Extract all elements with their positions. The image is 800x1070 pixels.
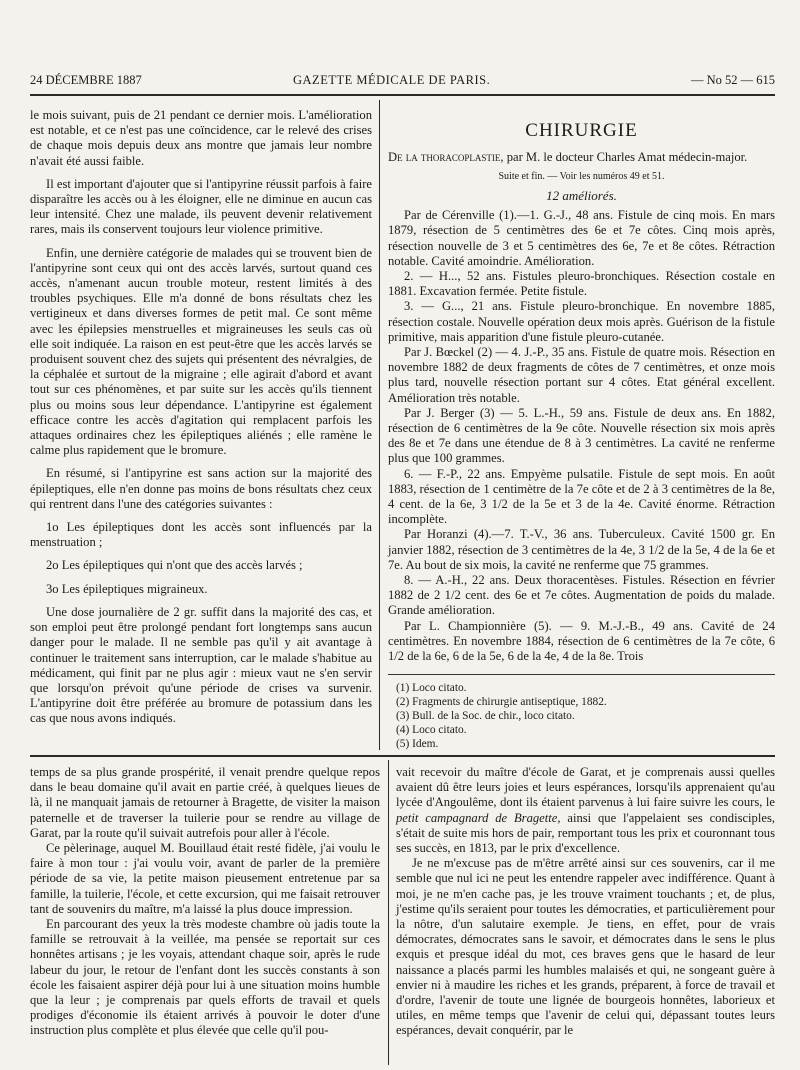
article-title-lead: De la thoracoplastie, xyxy=(388,150,504,164)
list-item: 1o Les épileptiques dont les accès sont influencés par la menstruation ; xyxy=(30,520,372,550)
case-paragraph: Par L. Championnière (5). — 9. M.-J.-B., 49 ans. Cavité de 24 centimètres. En novembre 1884, résection de 6 centimètres de la 7e côte, 6 1/2 de la 6e, 6 de la 5e, 6 de la 4e, 4 de la 8e. Trois xyxy=(388,618,775,664)
paragraph: Je ne m'excuse pas de m'être arrêté ainsi sur ces souvenirs, car il me semble que nul ici ne peut les entendre rappeler avec indifférence. Quant à moi, je ne m'en cache pas, je les trouve vraiment touchants ; et, de plus, j'estime qu'ils seraient pour toutes les démocraties, et particulièrement pour la nôtre, d'un salutaire exemple. Je tiens, en effet, pour de vrais démocrates, démocrates sans le savoir, et démocrates dans le sens le plus exquis et presque idéal du mot, ces braves gens que le hasard de leur naissance a placés parmi les humbles malaisés et qui, ne songeant guère à envier ni à maudire les riches et les grands, préparent, à force de travail et d'ordre, l'avenir de toute une lignée de bourgeois honnêtes, laborieux et utiles, en même temps que l'avenir de celui qui, dépassant toutes leurs espérances, devait conquérir, par le xyxy=(396,856,775,1038)
paragraph xyxy=(396,765,775,856)
footnote: (3) Bull. de la Soc. de chir., loco citato. xyxy=(396,710,575,723)
paragraph: le mois suivant, puis de 21 pendant ce dernier mois. L'amélioration est notable, et ce n'est pas une coïncidence, car le relevé des crises de chaque mois depuis deux ans montre que jamais leur nombre n'avait été aussi faible. xyxy=(30,108,372,168)
case-paragraph: Par J. Bœckel (2) — 4. J.-P., 35 ans. Fistule de quatre mois. Résection en novembre 1882 de deux fragments de côtes de 7 centimètres, et onze mois plus tard, nouvelle résection portant sur 4 côtes. Etat général excellent. Amélioration très notable. xyxy=(388,345,775,405)
bottom-left-column xyxy=(30,765,380,1039)
article-title xyxy=(388,150,775,165)
footnote: (2) Fragments de chirurgie antiseptique, 1882. xyxy=(396,696,607,709)
footnote: (1) Loco citato. xyxy=(396,682,467,695)
section-heading: CHIRURGIE xyxy=(525,120,638,141)
text-run: , ainsi que l'appelaient ses condisciples, s'était de suite mis hors de pair, remportant tous les prix et couronnant tous ses succès, en 1813, par le prix d'excellence. xyxy=(396,810,775,856)
left-column xyxy=(30,108,372,727)
section-rule xyxy=(30,755,775,757)
list-item: 3o Les épileptiques migraineux. xyxy=(46,581,208,596)
page-header xyxy=(30,73,775,93)
case-paragraph: 8. — A.-H., 22 ans. Deux thoracentèses. Fistules. Résection en février 1882 de 2 1/2 cent. des 6e et 7e côtes. Augmentation de poids du malade. Grande amélioration. xyxy=(388,573,775,618)
column-divider xyxy=(379,100,380,750)
paragraph: Il est important d'ajouter que si l'antipyrine réussit parfois à faire disparaître les accès ou à les éloigner, elle ne diminue en aucun cas leur intensité. Chez une malade, ils peuvent devenir relativement rares, mais ils conservent toujours leur violence primitive. xyxy=(30,176,372,237)
subheading: 12 améliorés. xyxy=(546,188,617,204)
paragraph: En parcourant des yeux la très modeste chambre où jadis toute la famille se retrouvait à la veillée, ma pensée se reportait sur ces honnêtes artisans ; je les voyais, attendant chaque soir, après le rude labeur du jour, le retour de l'enfant dont les succès constants à son école les faisaient aspirer déjà pour lui à une situation moins humble que la leur ; je comprenais par quels efforts de travail et quels prodiges d'économie ils étaient arrivés à pouvoir le doter d'une instruction plus complète et plus élevée que celle qu'il pou- xyxy=(30,917,380,1038)
page-number: — No 52 — 615 xyxy=(690,73,775,87)
text-run: vait recevoir du maître d'école de Garat, et je comprenais aussi quelles avaient dû être leurs joies et leurs espérances, lorsqu'ils apprenaient qu'au lycée d'Angoulême, dont ils étaient parvenus à lui faire suivre les cours, le xyxy=(396,765,775,810)
paragraph: Ce pèlerinage, auquel M. Bouillaud était resté fidèle, j'ai voulu le faire à mon tour : j'ai voulu voir, avant de parler de la première période de sa vie, la petite maison pieusement entretenue par sa famille, la tuilerie, l'école, et cette excursion, qui me faisait retrouver tant de souvenirs du maître, m'a laissé la plus douce impression. xyxy=(30,841,380,916)
list-item: 2o Les épileptiques qui n'ont que des accès larvés ; xyxy=(46,558,303,573)
paragraph: temps de sa plus grande prospérité, il venait prendre quelque repos dans le beau domaine qu'il avait en partie créé, à quelques lieues de là, il ne manquait jamais de retourner à Bragette, de visiter la maison paternelle et de traverser la tuilerie pour se rendre au village de Garat, par la route qu'il suivait autrefois pour aller à l'école. xyxy=(30,765,380,840)
case-paragraph: 2. — H..., 52 ans. Fistules pleuro-bronchiques. Résection costale en 1881. Excavation fermée. Petite fistule. xyxy=(388,269,775,299)
paragraph: Enfin, une dernière catégorie de malades qui se trouvent bien de l'antipyrine sont ceux qui ont des accès larvés, surtout quand ces accès, n'amenant aucun trouble moteur, restent limités à des troubles psychiques. Elle m'a donné de bons résultats chez les vertigineux et dans diverses formes de petit mal. Ce sont même avec les épilepsies menstruelles et migraineuses les seuls cas où elle soit indiquée. La raison en est peut-être que les accès larvés se produisent souvent chez des sujets qui présentent des névralgies, de la céphalée et surtout de la migraine ; elle agirait d'abord et avant tout sur ces phénomènes, et par suite sur les accès qu'ils tiennent plus ou moins sous leur dépendance. L'antipyrine est également efficace contre les accès d'agitation qui remplacent parfois les attaques ordinaires chez les épileptiques aliénés ; elle ramène le calme plus rapidement que le bromure. xyxy=(30,245,372,458)
paragraph: Une dose journalière de 2 gr. suffit dans la majorité des cas, et son emploi peut être prolongé pendant fort longtemps sans aucun danger pour le malade. Il ne semble pas qu'il y ait avantage à continuer le traitement sans interruption, car le malade s'habitue au médicament, qui finit par ne plus agir : mieux vaut ne s'en servir que lorsqu'on prévoit qu'une période de crises va survenir. L'antipyrine doit être préférée au bromure de potassium dans les cas que nous avons indiqués. xyxy=(30,604,372,726)
article-title-rest: par M. le docteur Charles Amat médecin-major. xyxy=(503,150,748,164)
column-divider-bottom xyxy=(388,760,389,1065)
header-rule xyxy=(30,94,775,96)
issue-date: 24 DÉCEMBRE 1887 xyxy=(30,73,142,87)
paragraph: En résumé, si l'antipyrine est sans action sur la majorité des épileptiques, elle n'en donne pas moins de bons résultats chez ceux qui rentrent dans l'une des catégories suivantes : xyxy=(30,466,372,511)
bottom-right-column xyxy=(396,765,775,1039)
footnote: (4) Loco citato. xyxy=(396,724,467,737)
case-paragraph: Par de Cérenville (1).—1. G.-J., 48 ans. Fistule de cinq mois. En mars 1879, résection de 5 centimètres des 6e et 7e côtes. Cinq mois après, résection nouvelle de 3 et 5 centimètres des 6e, 7e et 8e côtes. Rétraction notable. Cavité amoindrie. Amélioration. xyxy=(388,208,775,268)
right-column xyxy=(388,120,775,751)
case-paragraph: Par Horanzi (4).—7. T.-V., 36 ans. Tuberculeux. Cavité 1500 gr. En janvier 1882, résection de 3 centimètres de la 4e, 3 1/2 de la 5e, 4 de la 6e et 7e. Au bout de six mois, la cavité ne renferme que 75 grammes. xyxy=(388,527,775,572)
case-paragraph: 6. — F.-P., 22 ans. Empyème pulsatile. Fistule de sept mois. En août 1883, résection de 1 centimètre de la 7e côte et de 2 à 3 centimètres de la 8e, 4 cent. de la 6e, 3 1/2 de la 5e et 3 de la 4e. Cavité énorme. Rétraction incomplète. xyxy=(388,466,775,527)
journal-title: GAZETTE MÉDICALE DE PARIS. xyxy=(293,73,491,87)
case-paragraph: 3. — G..., 21 ans. Fistule pleuro-bronchique. En novembre 1885, résection costale. Nouvelle opération deux mois après. Guérison de la fistule primitive, mais apparition d'une fistule pleuro-cutanée. xyxy=(388,299,775,344)
italic-run: petit campagnard de Bragette xyxy=(396,810,558,825)
case-paragraph: Par J. Berger (3) — 5. L.-H., 59 ans. Fistule de deux ans. En 1882, résection de 6 centimètres de la 9e côte. Nouvelle résection six mois après des 8e et 7e dans une étendue de 8 à 3 centimètres. La cavité ne renferme plus que 100 grammes. xyxy=(388,405,775,466)
article-subtitle: Suite et fin. — Voir les numéros 49 et 51. xyxy=(498,171,665,183)
footnotes xyxy=(388,674,775,751)
footnote: (5) Idem. xyxy=(396,738,439,751)
